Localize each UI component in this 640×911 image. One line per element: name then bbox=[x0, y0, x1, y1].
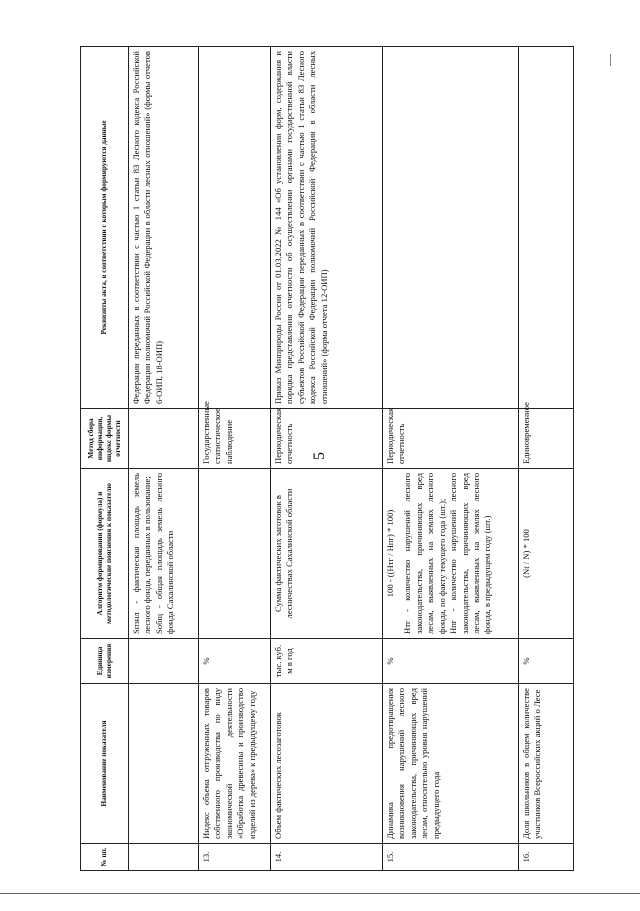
table-header-row bbox=[81, 47, 129, 871]
table-row bbox=[519, 47, 574, 871]
row-unit: % bbox=[519, 639, 574, 684]
algorithm-line: Нтг - количество нарушений лесного законодательства, причиняющих вред лесам, выявленных на землях лесного фонда, по факту текущего года (шт.); bbox=[402, 473, 447, 634]
table-row bbox=[129, 47, 199, 871]
algorithm-line: Sпзнл - фактическая площадь земель лесного фонда, переданных в пользование; bbox=[131, 473, 153, 634]
row-algorithm bbox=[129, 469, 199, 639]
row-num: 16. bbox=[519, 844, 574, 871]
row-name: Индекс объема отгруженных товаров собственного производства по виду экономической деятельности «Обработка древесины и производство изделий из дерева» к предыдущему году bbox=[199, 684, 271, 844]
row-method: Периодическая отчетность bbox=[383, 409, 519, 469]
algorithm-line: Sобщ - общая площадь земель лесного фонда Сахалинской области bbox=[153, 473, 176, 634]
row-name: Объем фактических лесозаготовок bbox=[271, 684, 383, 844]
table-row bbox=[271, 47, 383, 871]
header-num: № пп. bbox=[81, 844, 129, 871]
table-row bbox=[383, 47, 519, 871]
row-method: Периодическая отчетность bbox=[271, 409, 383, 469]
row-algorithm bbox=[199, 469, 271, 639]
row-requisites: Федерации переданных в соответствии с частью 1 статьи 83 Лесного кодекса Российской Федерации полномочий Российской Федерации в области лесных отношений» (формы отчетов 6-ОИП, 18-ОИП) bbox=[129, 47, 199, 409]
row-algorithm bbox=[383, 469, 519, 639]
row-num: 15. bbox=[383, 844, 519, 871]
row-algorithm bbox=[271, 469, 383, 639]
header-requisites: Реквизиты акта, в соответствии с которым формируются данные bbox=[81, 47, 129, 409]
algorithm-line: Нпг - количество нарушений лесного законодательства, причиняющих вред лесам, выявленных на землях лесного фонда, в предыдущем году (шт.) bbox=[448, 473, 493, 634]
row-requisites bbox=[519, 47, 574, 409]
row-unit: % bbox=[199, 639, 271, 684]
row-num bbox=[129, 844, 199, 871]
row-name bbox=[129, 684, 199, 844]
formula: (Nt / N) * 100 bbox=[521, 529, 531, 578]
header-name: Наименование показателя bbox=[81, 684, 129, 844]
row-requisites bbox=[199, 47, 271, 409]
row-method bbox=[129, 409, 199, 469]
scan-mark bbox=[610, 54, 615, 66]
row-num: 13. bbox=[199, 844, 271, 871]
header-method: Метод сбора информации, индекс формы отчетности bbox=[81, 409, 129, 469]
row-algorithm bbox=[519, 469, 574, 639]
row-requisites: Приказ Минприроды России от 01.03.2022 № 144 «Об установлении форм, содержания и порядка представления отчетности об осуществлении органами государственной власти субъектов Российской Федерации переданных в соответствии с частью 1 статьи 83 Лесного кодекса Российской Федерации полномочий Российской Федерации в области лесных отношений» (форма отчета 12-ОИП) bbox=[271, 47, 383, 409]
table-row bbox=[199, 47, 271, 871]
rotated-table-container bbox=[80, 47, 580, 871]
header-unit: Единица измерения bbox=[81, 639, 129, 684]
row-requisites bbox=[383, 47, 519, 409]
row-name: Динамика предотвращения возникновения нарушений лесного законодательства, причиняющих вред лесам, относительно уровня нарушений предыдущего года bbox=[383, 684, 519, 844]
page-bottom-edge bbox=[0, 893, 640, 894]
row-method: Единовременное bbox=[519, 409, 574, 469]
row-unit: % bbox=[383, 639, 519, 684]
page-number: 5 bbox=[311, 452, 328, 460]
row-method: Государственные статистическое наблюдение bbox=[199, 409, 271, 469]
algorithm-line: Сумма фактических заготовок в лесничествах Сахалинской области bbox=[273, 488, 295, 619]
indicator-table bbox=[80, 46, 574, 871]
header-algorithm: Алгоритм формирования (формула) и методологические пояснения к показателю bbox=[81, 469, 129, 639]
formula: 100 - ((Нтг / Нпг) * 100) bbox=[385, 509, 395, 598]
row-name: Доля школьников в общем количестве участников Всероссийских акций о Лесе bbox=[519, 684, 574, 844]
row-num: 14. bbox=[271, 844, 383, 871]
row-unit: тыс. куб. м в год bbox=[271, 639, 383, 684]
row-unit bbox=[129, 639, 199, 684]
